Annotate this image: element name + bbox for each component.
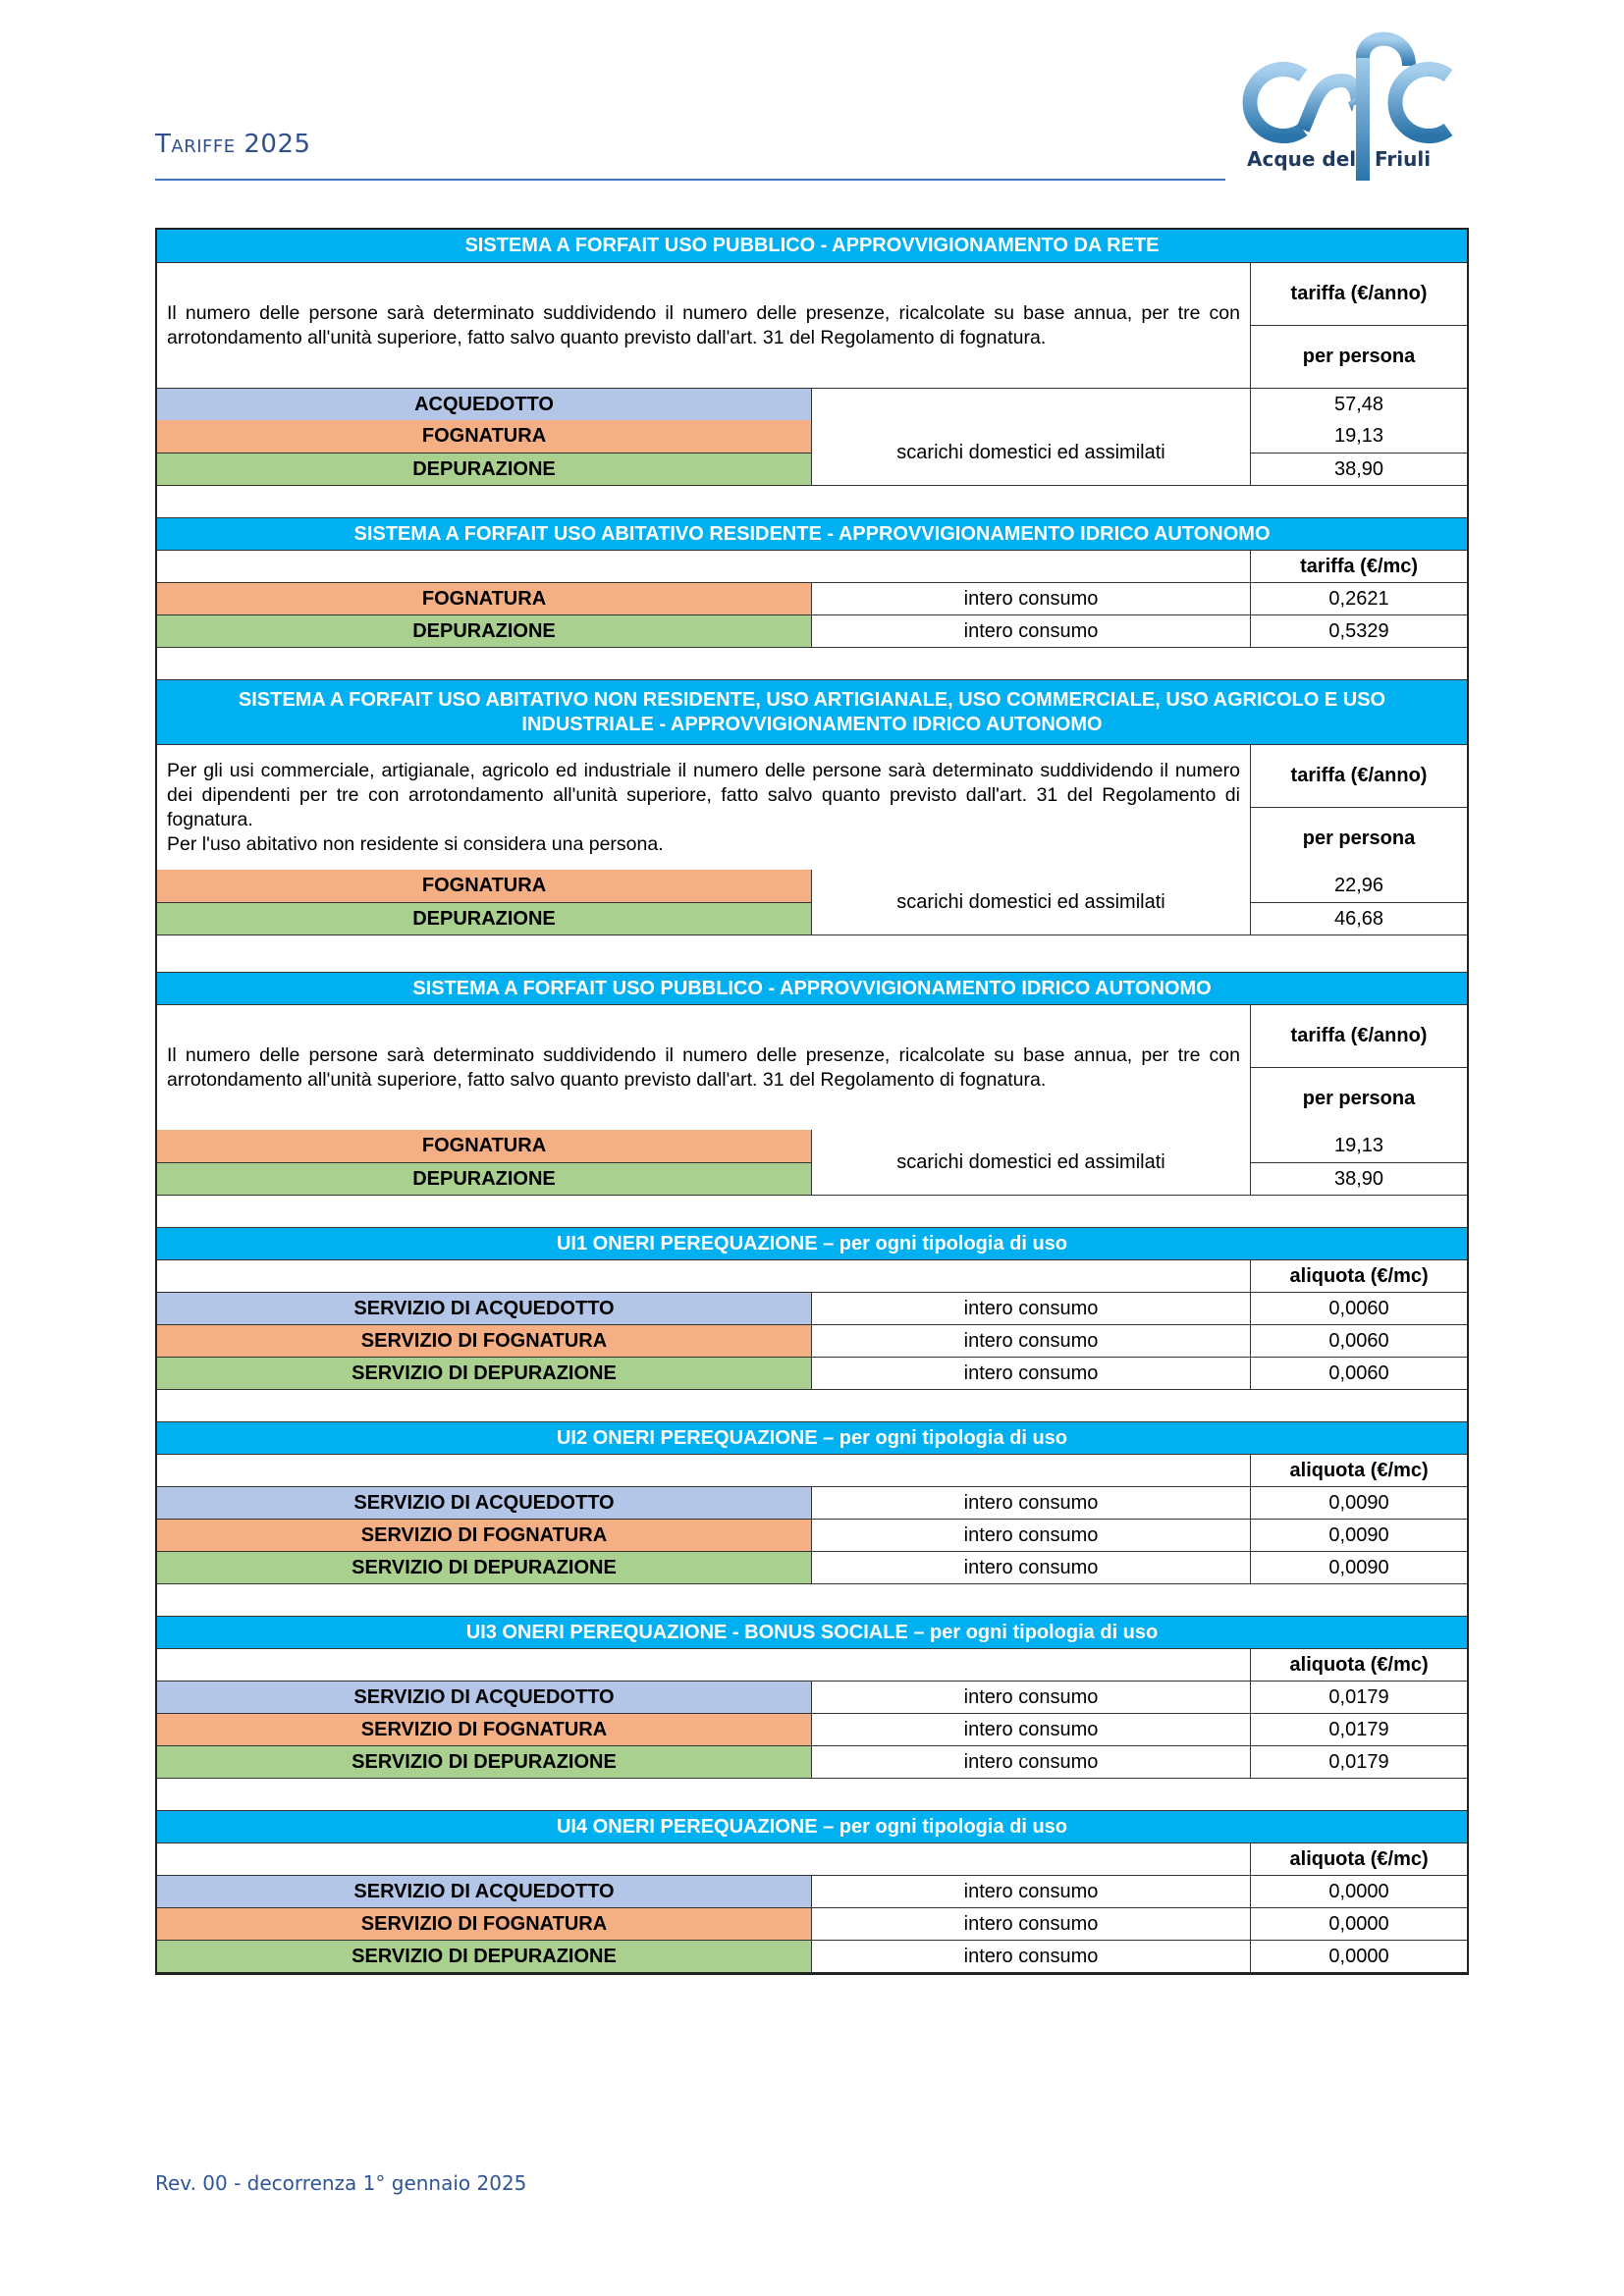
section-header (157, 1810, 1467, 1842)
tariff-value: 38,90 (1333, 1167, 1384, 1190)
service-label: SERVIZIO DI FOGNATURA (157, 1325, 812, 1357)
tariff-value: 19,13 (1333, 1135, 1384, 1156)
section-header (157, 972, 1467, 1004)
service-label: SERVIZIO DI FOGNATURA (157, 1908, 812, 1940)
section-description: Il numero delle persone sarà determinato suddividendo il numero delle presenze, ricalcolate su base annua, per tre con arrotondamento all'unità superiore, fatto salvo quanto previsto dall'art. 31 del Regolamento di fognatura. (157, 1005, 1251, 1130)
basis-label: scarichi domestici ed assimilati (812, 872, 1251, 935)
basis-label: intero consumo (812, 1293, 1251, 1324)
service-label: FOGNATURA (157, 420, 812, 453)
basis-label (812, 389, 1251, 420)
unit-label: aliquota (€/mc) (1289, 1459, 1429, 1481)
basis-label: scarichi domestici ed assimilati (812, 422, 1251, 486)
service-label: DEPURAZIONE (157, 903, 812, 934)
table-row (157, 1551, 1467, 1583)
unit-cell (1251, 1005, 1467, 1130)
service-label: SERVIZIO DI DEPURAZIONE (157, 1358, 812, 1389)
section-title: SISTEMA A FORFAIT USO ABITATIVO NON RESIDENTE, USO ARTIGIANALE, USO COMMERCIALE, USO AGRICOLO E USO INDUSTRIALE - APPROVVIGIONAMENTO IDRICO AUTONOMO (157, 680, 1467, 744)
unit-label: tariffa (€/anno) (1290, 765, 1428, 786)
rate-value: 0,0179 (1328, 1685, 1389, 1708)
basis-label: intero consumo (812, 1552, 1251, 1583)
basis-label: scarichi domestici ed assimilati (812, 1132, 1251, 1196)
section-description-row (157, 1004, 1467, 1130)
unit-sublabel: per persona (1251, 1067, 1467, 1130)
table-row (157, 1907, 1467, 1940)
unit-label: tariffa (€/mc) (1300, 555, 1419, 577)
basis-label: intero consumo (812, 1746, 1251, 1778)
service-label: DEPURAZIONE (157, 1163, 812, 1195)
spacer-row (157, 1583, 1467, 1616)
section-header (157, 679, 1467, 744)
footer-revision: Rev. 00 - decorrenza 1° gennaio 2025 (155, 2171, 527, 2195)
section-title: UI1 ONERI PEREQUAZIONE – per ogni tipologia di uso (157, 1228, 1467, 1259)
table-row (157, 1875, 1467, 1907)
section-description: Il numero delle persone sarà determinato suddividendo il numero delle presenze, ricalcolate su base annua, per tre con arrotondamento all'unità superiore, fatto salvo quanto previsto dall'art. 31 del Regolamento di fognatura. (157, 263, 1251, 388)
tariff-value: 46,68 (1333, 907, 1384, 930)
section-title: UI2 ONERI PEREQUAZIONE – per ogni tipologia di uso (157, 1422, 1467, 1454)
section-title: SISTEMA A FORFAIT USO PUBBLICO - APPROVVIGIONAMENTO DA RETE (157, 230, 1467, 262)
section-description-row (157, 744, 1467, 870)
basis-label: intero consumo (812, 615, 1251, 647)
unit-row (157, 550, 1467, 582)
acque-del-friuli-logo-icon (1242, 22, 1478, 184)
basis-label: intero consumo (812, 1908, 1251, 1940)
tariff-value: 0,5329 (1328, 619, 1389, 642)
section-header (157, 1421, 1467, 1454)
spacer-row (157, 647, 1467, 679)
rate-value: 0,0000 (1328, 1912, 1389, 1935)
service-label: SERVIZIO DI DEPURAZIONE (157, 1552, 812, 1583)
basis-label: intero consumo (812, 1520, 1251, 1551)
basis-label: intero consumo (812, 583, 1251, 614)
basis-label: intero consumo (812, 1714, 1251, 1745)
table-row (157, 1681, 1467, 1713)
unit-row (157, 1259, 1467, 1292)
section-header (157, 230, 1467, 262)
tariff-value: 22,96 (1333, 875, 1384, 896)
unit-label: tariffa (€/anno) (1290, 1025, 1428, 1046)
tariff-table (155, 228, 1469, 1975)
service-label: FOGNATURA (157, 583, 812, 614)
rate-value: 0,0000 (1328, 1945, 1389, 1967)
basis-label: intero consumo (812, 1358, 1251, 1389)
table-row (157, 614, 1467, 647)
rate-value: 0,0060 (1328, 1362, 1389, 1384)
spacer-row (157, 1778, 1467, 1810)
table-row (157, 1713, 1467, 1745)
service-label: SERVIZIO DI DEPURAZIONE (157, 1941, 812, 1972)
section-header (157, 1616, 1467, 1648)
merged-rows-group (157, 420, 1467, 485)
section-title: UI4 ONERI PEREQUAZIONE – per ogni tipologia di uso (157, 1811, 1467, 1842)
unit-cell (1251, 263, 1467, 388)
table-row (157, 1324, 1467, 1357)
spacer-row (157, 485, 1467, 517)
rate-value: 0,0179 (1328, 1718, 1389, 1740)
tariff-value: 38,90 (1333, 457, 1384, 480)
table-row (157, 1745, 1467, 1778)
service-label: DEPURAZIONE (157, 454, 812, 485)
unit-row (157, 1842, 1467, 1875)
unit-row (157, 1648, 1467, 1681)
unit-sublabel: per persona (1251, 807, 1467, 870)
spacer-row (157, 1389, 1467, 1421)
rate-value: 0,0090 (1328, 1523, 1389, 1546)
basis-label: intero consumo (812, 1876, 1251, 1907)
unit-label: tariffa (€/anno) (1290, 283, 1428, 304)
unit-sublabel: per persona (1251, 325, 1467, 388)
basis-label: intero consumo (812, 1487, 1251, 1519)
tariff-value: 57,48 (1333, 393, 1384, 415)
service-label: SERVIZIO DI ACQUEDOTTO (157, 1487, 812, 1519)
logo-text-right: Friuli (1375, 147, 1432, 171)
table-row (157, 1486, 1467, 1519)
service-label: SERVIZIO DI ACQUEDOTTO (157, 1293, 812, 1324)
unit-label: aliquota (€/mc) (1289, 1264, 1429, 1287)
section-header (157, 517, 1467, 550)
service-label: SERVIZIO DI DEPURAZIONE (157, 1746, 812, 1778)
rate-value: 0,0090 (1328, 1556, 1389, 1578)
unit-label: aliquota (€/mc) (1289, 1653, 1429, 1676)
table-row (157, 1292, 1467, 1324)
merged-rows-group (157, 1130, 1467, 1195)
section-title: SISTEMA A FORFAIT USO PUBBLICO - APPROVVIGIONAMENTO IDRICO AUTONOMO (157, 973, 1467, 1004)
table-row (157, 1357, 1467, 1389)
unit-cell (1251, 745, 1467, 870)
service-label: DEPURAZIONE (157, 615, 812, 647)
rate-value: 0,0090 (1328, 1491, 1389, 1514)
table-row (157, 1519, 1467, 1551)
unit-row (157, 1454, 1467, 1486)
section-description: Per gli usi commerciale, artigianale, agricolo ed industriale il numero delle persone sarà determinato suddividendo il numero dei dipendenti per tre con arrotondamento all'unità superiore, fatto salvo quanto previsto dall'art. 31 del Regolamento di fognatura. Per l'uso abitativo non residente si considera una persona. (157, 745, 1251, 870)
tariff-value: 0,2621 (1328, 587, 1389, 610)
spacer-row (157, 1195, 1467, 1227)
service-label: FOGNATURA (157, 870, 812, 902)
merged-rows-group (157, 870, 1467, 934)
rate-value: 0,0000 (1328, 1880, 1389, 1902)
unit-label: aliquota (€/mc) (1289, 1847, 1429, 1870)
section-description-row (157, 262, 1467, 388)
table-row (157, 582, 1467, 614)
section-title: SISTEMA A FORFAIT USO ABITATIVO RESIDENTE - APPROVVIGIONAMENTO IDRICO AUTONOMO (157, 518, 1467, 550)
service-label: SERVIZIO DI FOGNATURA (157, 1714, 812, 1745)
service-label: FOGNATURA (157, 1130, 812, 1162)
section-title: UI3 ONERI PEREQUAZIONE - BONUS SOCIALE – per ogni tipologia di uso (157, 1617, 1467, 1648)
table-row (157, 388, 1467, 420)
service-label: ACQUEDOTTO (157, 389, 812, 420)
rate-value: 0,0060 (1328, 1329, 1389, 1352)
basis-label: intero consumo (812, 1325, 1251, 1357)
section-header (157, 1227, 1467, 1259)
logo-text-left: Acque del (1247, 147, 1357, 171)
table-row (157, 1940, 1467, 1972)
basis-label: intero consumo (812, 1941, 1251, 1972)
basis-label: intero consumo (812, 1682, 1251, 1713)
service-label: SERVIZIO DI ACQUEDOTTO (157, 1682, 812, 1713)
spacer-row (157, 934, 1467, 972)
tariff-value: 19,13 (1333, 425, 1384, 447)
rate-value: 0,0060 (1328, 1297, 1389, 1319)
rate-value: 0,0179 (1328, 1750, 1389, 1773)
service-label: SERVIZIO DI ACQUEDOTTO (157, 1876, 812, 1907)
document-title: Tariffe 2025 (155, 130, 311, 159)
service-label: SERVIZIO DI FOGNATURA (157, 1520, 812, 1551)
header-rule (155, 179, 1225, 181)
